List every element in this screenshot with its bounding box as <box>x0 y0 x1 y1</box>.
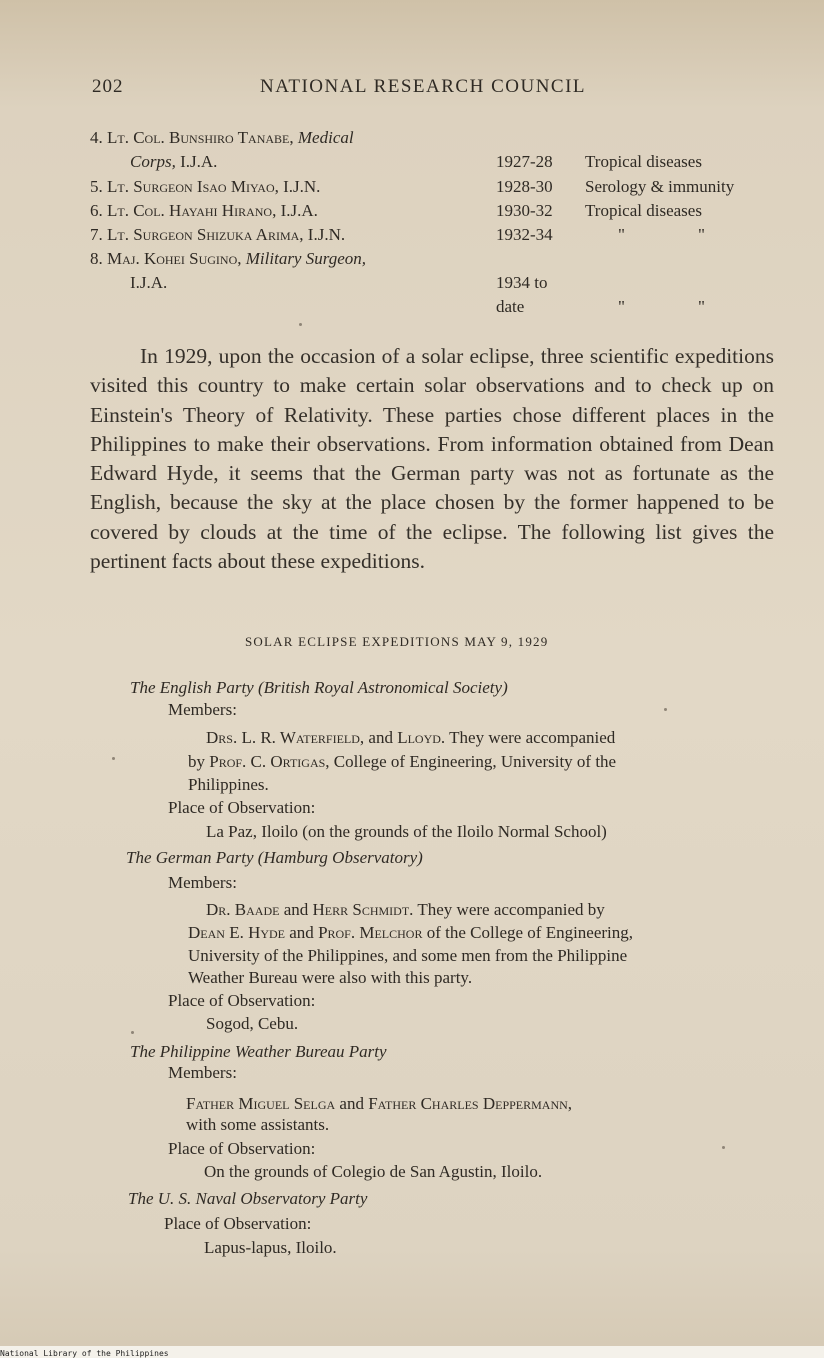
place-label: Place of Observation: <box>168 991 316 1010</box>
paper-speck <box>112 757 115 760</box>
years: 1932-34 <box>496 225 553 244</box>
party-heading: The Philippine Weather Bureau Party <box>130 1042 387 1061</box>
members-text: Dean E. Hyde and Prof. Melchor of the College of Engineering, <box>188 923 634 942</box>
place-text: Sogod, Cebu. <box>206 1014 299 1033</box>
years-continued: date <box>496 297 525 316</box>
members-label: Members: <box>168 700 237 719</box>
field: Tropical diseases <box>585 201 702 220</box>
body-paragraph: In 1929, upon the occasion of a solar eclipse, three scientific expeditions visited this country to make certain solar observations and to check up on Einstein's Theory of Relativity. These parties chose different places in the Philippines to make their observations. From information obtained from Dean Edward Hyde, it seems that the German party was not as fortunate as the English, because the sky at the place chosen by the former happened to be covered by clouds at the time of the eclipse. The following list gives the pertinent facts about these expeditions. <box>90 344 774 574</box>
ditto-mark: " <box>698 297 705 316</box>
ditto-mark: " <box>618 225 625 244</box>
list-item-continued: I.J.A. <box>130 273 168 292</box>
paper-speck <box>299 323 302 326</box>
members-label: Members: <box>168 1063 237 1082</box>
members-text: Father Miguel Selga and Father Charles Deppermann, <box>186 1094 573 1113</box>
members-text: by Prof. C. Ortigas, College of Engineering, University of the <box>188 752 617 771</box>
list-item: 8. Maj. Kohei Sugino, Military Surgeon, <box>90 249 367 268</box>
members-text: University of the Philippines, and some men from the Philippine <box>188 946 628 965</box>
running-head: NATIONAL RESEARCH COUNCIL <box>260 76 587 97</box>
place-label: Place of Observation: <box>168 1139 316 1158</box>
years: 1930-32 <box>496 201 553 220</box>
members-text: Dr. Baade and Herr Schmidt. They were accompanied by <box>206 900 605 919</box>
ditto-mark: " <box>618 297 625 316</box>
members-text: Philippines. <box>188 775 269 794</box>
list-item-continued: Corps, I.J.A. <box>130 152 218 171</box>
field: Serology & immunity <box>585 177 735 196</box>
place-text: Lapus-lapus, Iloilo. <box>204 1238 337 1257</box>
page-number: 202 <box>92 76 124 97</box>
years: 1927-28 <box>496 152 553 171</box>
party-heading: The German Party (Hamburg Observatory) <box>126 848 423 867</box>
list-item: 6. Lt. Col. Hayahi Hirano, I.J.A. <box>90 201 318 220</box>
library-credit: National Library of the Philippines <box>0 1349 169 1358</box>
years: 1928-30 <box>496 177 553 196</box>
place-text: On the grounds of Colegio de San Agustin, Iloilo. <box>204 1162 543 1181</box>
members-text: Drs. L. R. Waterfield, and Lloyd. They were accompanied <box>206 728 616 747</box>
place-label: Place of Observation: <box>168 798 316 817</box>
paper-speck <box>664 708 667 711</box>
paper-speck <box>131 1031 134 1034</box>
place-label: Place of Observation: <box>164 1214 312 1233</box>
list-item: 5. Lt. Surgeon Isao Miyao, I.J.N. <box>90 177 321 196</box>
paper-speck <box>722 1146 725 1149</box>
ditto-mark: " <box>698 225 705 244</box>
place-text: La Paz, Iloilo (on the grounds of the Iloilo Normal School) <box>206 822 607 841</box>
field: Tropical diseases <box>585 152 702 171</box>
section-caption: SOLAR ECLIPSE EXPEDITIONS MAY 9, 1929 <box>245 634 549 649</box>
years: 1934 to <box>496 273 548 292</box>
list-item: 4. Lt. Col. Bunshiro Tanabe, Medical <box>90 128 354 147</box>
members-label: Members: <box>168 873 237 892</box>
party-heading: The U. S. Naval Observatory Party <box>128 1189 368 1208</box>
members-text: with some assistants. <box>186 1115 330 1134</box>
party-heading: The English Party (British Royal Astronomical Society) <box>130 678 508 697</box>
members-text: Weather Bureau were also with this party. <box>188 968 473 987</box>
list-item: 7. Lt. Surgeon Shizuka Arima, I.J.N. <box>90 225 346 244</box>
